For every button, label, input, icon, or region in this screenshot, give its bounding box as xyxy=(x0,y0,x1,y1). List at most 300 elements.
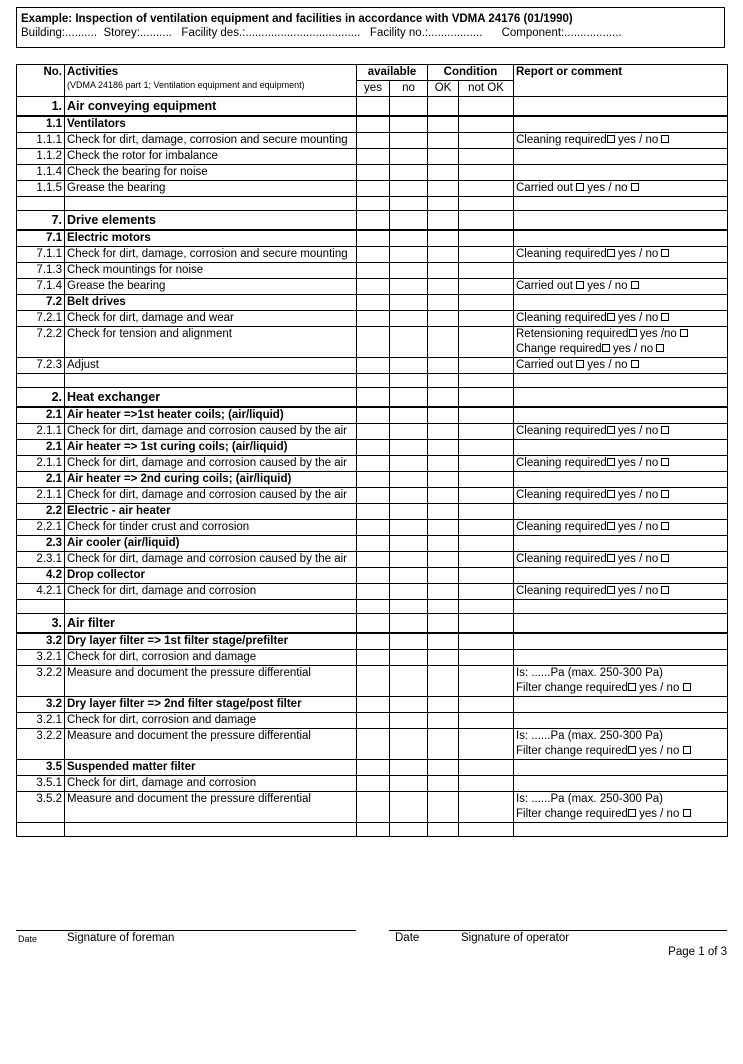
check-cell xyxy=(459,633,514,650)
check-cell[interactable] xyxy=(357,488,390,504)
table-row xyxy=(17,488,728,504)
check-cell[interactable] xyxy=(459,358,514,374)
report-options: yes / no xyxy=(584,182,631,194)
report-line xyxy=(516,584,725,599)
check-cell[interactable] xyxy=(390,520,428,536)
check-cell[interactable] xyxy=(357,149,390,165)
check-cell[interactable] xyxy=(428,358,459,374)
check-cell[interactable] xyxy=(357,520,390,536)
table-row xyxy=(17,424,728,440)
check-cell[interactable] xyxy=(459,650,514,666)
report-line xyxy=(516,133,725,148)
report-options: yes / no xyxy=(584,280,631,292)
checkbox-icon[interactable] xyxy=(656,344,664,352)
blank-row xyxy=(17,823,728,837)
form-header xyxy=(16,7,725,48)
row-report xyxy=(514,279,728,295)
check-cell[interactable] xyxy=(390,358,428,374)
check-cell[interactable] xyxy=(390,776,428,792)
check-cell[interactable] xyxy=(459,666,514,697)
check-cell[interactable] xyxy=(390,279,428,295)
report-line xyxy=(516,279,725,294)
report-text: Cleaning required xyxy=(516,585,607,597)
table-row xyxy=(17,792,728,823)
table-row xyxy=(17,650,728,666)
check-cell[interactable] xyxy=(357,552,390,568)
row-activity: Belt drives xyxy=(65,295,357,311)
checkbox-icon[interactable] xyxy=(602,344,610,352)
check-cell[interactable] xyxy=(357,424,390,440)
check-cell[interactable] xyxy=(390,165,428,181)
check-cell[interactable] xyxy=(428,165,459,181)
checkbox-icon[interactable] xyxy=(607,586,615,594)
checkbox-icon[interactable] xyxy=(661,490,669,498)
empty-cell xyxy=(390,600,428,614)
check-cell[interactable] xyxy=(357,327,390,358)
blank-row xyxy=(17,374,728,388)
report-options: yes / no xyxy=(635,682,683,694)
check-cell[interactable] xyxy=(390,552,428,568)
check-cell[interactable] xyxy=(428,311,459,327)
checkbox-icon[interactable] xyxy=(683,746,691,754)
subsection-row xyxy=(17,536,728,552)
check-cell[interactable] xyxy=(390,311,428,327)
row-number: 3.2.1 xyxy=(17,650,65,666)
check-cell[interactable] xyxy=(390,729,428,760)
check-cell[interactable] xyxy=(459,488,514,504)
checkbox-icon[interactable] xyxy=(631,360,639,368)
subsection-row xyxy=(17,760,728,776)
check-cell[interactable] xyxy=(428,247,459,263)
foreman-signature-line xyxy=(16,930,356,931)
row-report xyxy=(514,614,728,634)
row-number: 2.1 xyxy=(17,472,65,488)
report-text: Cleaning required xyxy=(516,134,607,146)
table-row xyxy=(17,666,728,697)
report-options: yes /no xyxy=(636,328,680,340)
row-number: 1.1.1 xyxy=(17,133,65,149)
checkbox-icon[interactable] xyxy=(631,183,639,191)
check-cell[interactable] xyxy=(357,181,390,197)
row-activity: Check for dirt, damage, corrosion and secure mounting xyxy=(65,133,357,149)
report-options: yes / no xyxy=(584,359,631,371)
row-report xyxy=(514,536,728,552)
report-text: Cleaning required xyxy=(516,489,607,501)
row-report xyxy=(514,133,728,149)
check-cell[interactable] xyxy=(390,792,428,823)
check-cell[interactable] xyxy=(459,311,514,327)
checkbox-icon[interactable] xyxy=(607,426,615,434)
row-report xyxy=(514,472,728,488)
checkbox-icon[interactable] xyxy=(628,809,636,817)
table-header-row xyxy=(17,65,728,81)
report-options: yes / no xyxy=(614,521,662,533)
empty-cell xyxy=(514,600,728,614)
row-activity: Check for dirt, corrosion and damage xyxy=(65,650,357,666)
check-cell[interactable] xyxy=(459,520,514,536)
row-number: 4.2 xyxy=(17,568,65,584)
checkbox-icon[interactable] xyxy=(661,249,669,257)
empty-cell xyxy=(514,374,728,388)
check-cell[interactable] xyxy=(357,165,390,181)
section-row xyxy=(17,211,728,231)
check-cell xyxy=(428,568,459,584)
subsection-row xyxy=(17,697,728,713)
check-cell[interactable] xyxy=(428,713,459,729)
check-cell[interactable] xyxy=(357,456,390,472)
check-cell xyxy=(459,97,514,117)
check-cell[interactable] xyxy=(357,311,390,327)
row-number: 3.2.1 xyxy=(17,713,65,729)
row-activity: Drop collector xyxy=(65,568,357,584)
check-cell xyxy=(357,440,390,456)
check-cell[interactable] xyxy=(428,792,459,823)
check-cell xyxy=(357,568,390,584)
check-cell[interactable] xyxy=(428,424,459,440)
checkbox-icon[interactable] xyxy=(576,360,584,368)
check-cell xyxy=(428,116,459,133)
check-cell[interactable] xyxy=(390,650,428,666)
report-options: yes / no xyxy=(614,457,662,469)
check-cell xyxy=(357,697,390,713)
row-number: 2.1 xyxy=(17,440,65,456)
checkbox-icon[interactable] xyxy=(661,554,669,562)
row-report xyxy=(514,247,728,263)
check-cell xyxy=(357,388,390,408)
row-activity: Dry layer filter => 2nd filter stage/post filter xyxy=(65,697,357,713)
empty-cell xyxy=(17,600,65,614)
check-cell xyxy=(428,230,459,247)
check-cell[interactable] xyxy=(459,149,514,165)
checkbox-icon[interactable] xyxy=(628,746,636,754)
row-report xyxy=(514,520,728,536)
check-cell[interactable] xyxy=(459,327,514,358)
report-text: Filter change required xyxy=(516,745,628,757)
check-cell[interactable] xyxy=(428,327,459,358)
row-report xyxy=(514,440,728,456)
check-cell[interactable] xyxy=(357,792,390,823)
check-cell xyxy=(390,407,428,424)
check-cell[interactable] xyxy=(390,488,428,504)
checkbox-icon[interactable] xyxy=(607,522,615,530)
report-options: yes / no xyxy=(614,553,662,565)
empty-cell xyxy=(357,197,390,211)
check-cell xyxy=(357,472,390,488)
check-cell[interactable] xyxy=(459,247,514,263)
subsection-row xyxy=(17,568,728,584)
check-cell[interactable] xyxy=(357,247,390,263)
check-cell[interactable] xyxy=(459,552,514,568)
check-cell[interactable] xyxy=(428,149,459,165)
check-cell[interactable] xyxy=(428,456,459,472)
row-number: 7.1 xyxy=(17,230,65,247)
row-activity: Check for dirt, damage and corrosion xyxy=(65,584,357,600)
row-activity: Check for dirt, damage and corrosion caused by the air xyxy=(65,456,357,472)
checkbox-icon[interactable] xyxy=(683,809,691,817)
checkbox-icon[interactable] xyxy=(661,135,669,143)
report-line xyxy=(516,247,725,262)
checkbox-icon[interactable] xyxy=(661,313,669,321)
col-no-header: No. xyxy=(17,65,65,97)
row-number: 7.1.3 xyxy=(17,263,65,279)
subheader-yes: yes xyxy=(357,81,390,97)
table-row xyxy=(17,584,728,600)
subsection-row xyxy=(17,504,728,520)
checkbox-icon[interactable] xyxy=(628,683,636,691)
table-row xyxy=(17,149,728,165)
check-cell xyxy=(459,760,514,776)
check-cell xyxy=(459,211,514,231)
check-cell[interactable] xyxy=(390,149,428,165)
row-report xyxy=(514,358,728,374)
check-cell[interactable] xyxy=(428,263,459,279)
empty-cell xyxy=(428,197,459,211)
empty-cell xyxy=(459,823,514,837)
report-text: Cleaning required xyxy=(516,553,607,565)
check-cell[interactable] xyxy=(428,584,459,600)
row-report xyxy=(514,776,728,792)
check-cell xyxy=(390,388,428,408)
report-line xyxy=(516,807,725,822)
empty-cell xyxy=(390,374,428,388)
check-cell xyxy=(357,407,390,424)
check-cell xyxy=(390,614,428,634)
row-report xyxy=(514,407,728,424)
row-number: 7.1.4 xyxy=(17,279,65,295)
check-cell[interactable] xyxy=(459,776,514,792)
checkbox-icon[interactable] xyxy=(631,281,639,289)
table-row xyxy=(17,713,728,729)
empty-cell xyxy=(459,374,514,388)
report-options: yes / no xyxy=(609,343,657,355)
report-text: Cleaning required xyxy=(516,457,607,469)
check-cell xyxy=(390,440,428,456)
table-row xyxy=(17,133,728,149)
check-cell[interactable] xyxy=(390,327,428,358)
checkbox-icon[interactable] xyxy=(607,313,615,321)
check-cell xyxy=(459,536,514,552)
report-options: yes / no xyxy=(614,489,662,501)
row-number: 3.2 xyxy=(17,633,65,650)
check-cell[interactable] xyxy=(357,729,390,760)
row-activity: Check for tension and alignment xyxy=(65,327,357,358)
check-cell[interactable] xyxy=(459,424,514,440)
check-cell[interactable] xyxy=(357,133,390,149)
report-line xyxy=(516,358,725,373)
check-cell[interactable] xyxy=(428,279,459,295)
check-cell[interactable] xyxy=(390,133,428,149)
empty-cell xyxy=(65,197,357,211)
empty-cell xyxy=(17,823,65,837)
check-cell[interactable] xyxy=(357,263,390,279)
report-line xyxy=(516,424,725,439)
operator-signature-line xyxy=(389,930,727,931)
check-cell xyxy=(459,407,514,424)
row-number: 3. xyxy=(17,614,65,634)
checkbox-icon[interactable] xyxy=(680,329,688,337)
check-cell xyxy=(390,211,428,231)
check-cell[interactable] xyxy=(459,584,514,600)
row-activity: Check the rotor for imbalance xyxy=(65,149,357,165)
checkbox-icon[interactable] xyxy=(607,249,615,257)
check-cell[interactable] xyxy=(428,776,459,792)
check-cell[interactable] xyxy=(428,133,459,149)
empty-cell xyxy=(17,374,65,388)
check-cell[interactable] xyxy=(390,263,428,279)
row-report xyxy=(514,263,728,279)
row-activity: Heat exchanger xyxy=(65,388,357,408)
empty-cell xyxy=(428,823,459,837)
check-cell xyxy=(459,388,514,408)
check-cell xyxy=(459,504,514,520)
check-cell[interactable] xyxy=(459,456,514,472)
row-activity: Check for tinder crust and corrosion xyxy=(65,520,357,536)
check-cell xyxy=(357,633,390,650)
check-cell[interactable] xyxy=(459,279,514,295)
subsection-row xyxy=(17,230,728,247)
row-activity: Measure and document the pressure differential xyxy=(65,792,357,823)
check-cell xyxy=(357,211,390,231)
row-number: 3.2.2 xyxy=(17,729,65,760)
check-cell[interactable] xyxy=(390,584,428,600)
checkbox-icon[interactable] xyxy=(661,522,669,530)
check-cell[interactable] xyxy=(357,584,390,600)
row-report xyxy=(514,504,728,520)
check-cell[interactable] xyxy=(390,456,428,472)
report-options: yes / no xyxy=(614,312,662,324)
empty-cell xyxy=(17,197,65,211)
check-cell[interactable] xyxy=(357,776,390,792)
table-row xyxy=(17,327,728,358)
check-cell xyxy=(357,504,390,520)
table-row xyxy=(17,181,728,197)
row-report xyxy=(514,388,728,408)
checkbox-icon[interactable] xyxy=(576,183,584,191)
check-cell[interactable] xyxy=(428,488,459,504)
checkbox-icon[interactable] xyxy=(576,281,584,289)
check-cell xyxy=(459,568,514,584)
checkbox-icon[interactable] xyxy=(629,329,637,337)
check-cell[interactable] xyxy=(459,713,514,729)
row-activity: Check for dirt, damage and corrosion caused by the air xyxy=(65,488,357,504)
row-number: 7.2.1 xyxy=(17,311,65,327)
checkbox-icon[interactable] xyxy=(683,683,691,691)
section-row xyxy=(17,614,728,634)
blank-row xyxy=(17,600,728,614)
report-options: yes / no xyxy=(614,248,662,260)
row-report xyxy=(514,424,728,440)
row-number: 1. xyxy=(17,97,65,117)
checkbox-icon[interactable] xyxy=(607,554,615,562)
check-cell[interactable] xyxy=(357,713,390,729)
check-cell[interactable] xyxy=(357,279,390,295)
check-cell[interactable] xyxy=(390,713,428,729)
check-cell[interactable] xyxy=(390,666,428,697)
check-cell[interactable] xyxy=(428,729,459,760)
check-cell[interactable] xyxy=(357,666,390,697)
subsection-row xyxy=(17,116,728,133)
report-reading: Is: ......Pa (max. 250-300 Pa) xyxy=(516,793,664,805)
subsection-row xyxy=(17,440,728,456)
subsection-row xyxy=(17,407,728,424)
row-number: 2. xyxy=(17,388,65,408)
check-cell[interactable] xyxy=(428,650,459,666)
check-cell[interactable] xyxy=(428,552,459,568)
check-cell[interactable] xyxy=(459,792,514,823)
row-activity: Air conveying equipment xyxy=(65,97,357,117)
row-report xyxy=(514,584,728,600)
report-text: Cleaning required xyxy=(516,312,607,324)
row-activity: Check mountings for noise xyxy=(65,263,357,279)
section-row xyxy=(17,97,728,117)
row-report xyxy=(514,97,728,117)
check-cell[interactable] xyxy=(459,263,514,279)
check-cell[interactable] xyxy=(390,181,428,197)
check-cell[interactable] xyxy=(428,181,459,197)
row-report xyxy=(514,230,728,247)
table-row xyxy=(17,165,728,181)
empty-cell xyxy=(428,374,459,388)
check-cell xyxy=(459,230,514,247)
check-cell[interactable] xyxy=(459,165,514,181)
check-cell xyxy=(428,760,459,776)
check-cell[interactable] xyxy=(459,729,514,760)
empty-cell xyxy=(65,600,357,614)
row-number: 2.2.1 xyxy=(17,520,65,536)
report-reading: Is: ......Pa (max. 250-300 Pa) xyxy=(516,667,664,679)
checkbox-icon[interactable] xyxy=(607,490,615,498)
checkbox-icon[interactable] xyxy=(607,135,615,143)
row-report xyxy=(514,165,728,181)
empty-cell xyxy=(514,823,728,837)
row-number: 1.1 xyxy=(17,116,65,133)
row-number: 1.1.5 xyxy=(17,181,65,197)
row-number: 2.3 xyxy=(17,536,65,552)
report-options: yes / no xyxy=(614,425,662,437)
checkbox-icon[interactable] xyxy=(661,458,669,466)
check-cell xyxy=(428,633,459,650)
checkbox-icon[interactable] xyxy=(607,458,615,466)
check-cell xyxy=(428,97,459,117)
empty-cell xyxy=(459,197,514,211)
check-cell[interactable] xyxy=(390,424,428,440)
check-cell[interactable] xyxy=(459,181,514,197)
check-cell[interactable] xyxy=(357,650,390,666)
check-cell[interactable] xyxy=(428,666,459,697)
check-cell[interactable] xyxy=(428,520,459,536)
report-text: Carried out xyxy=(516,280,577,292)
row-activity: Air heater =>1st heater coils; (air/liquid) xyxy=(65,407,357,424)
table-row xyxy=(17,729,728,760)
check-cell[interactable] xyxy=(459,133,514,149)
check-cell xyxy=(428,295,459,311)
report-line xyxy=(516,327,725,342)
check-cell xyxy=(428,614,459,634)
check-cell[interactable] xyxy=(390,247,428,263)
row-report xyxy=(514,729,728,760)
table-row xyxy=(17,456,728,472)
checkbox-icon[interactable] xyxy=(661,586,669,594)
row-report xyxy=(514,552,728,568)
form-title: Example: Inspection of ventilation equipment and facilities in accordance with VDMA 24176 (01/1990) xyxy=(21,13,573,25)
checkbox-icon[interactable] xyxy=(661,426,669,434)
report-text: Cleaning required xyxy=(516,425,607,437)
check-cell[interactable] xyxy=(357,358,390,374)
check-cell xyxy=(357,295,390,311)
row-number: 7.1.1 xyxy=(17,247,65,263)
row-activity: Grease the bearing xyxy=(65,279,357,295)
check-cell xyxy=(428,211,459,231)
